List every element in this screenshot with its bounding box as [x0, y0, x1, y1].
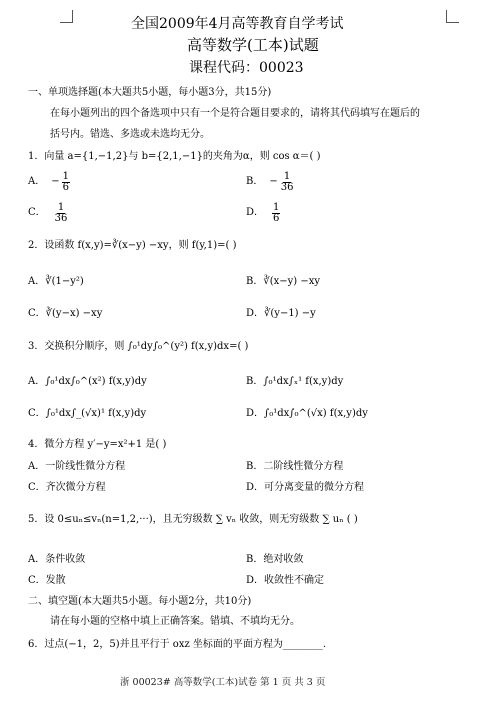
q1-a-num: 1	[62, 170, 69, 182]
q1-c-den: 36	[54, 212, 68, 224]
q3-stem: 3．交换积分顺序，则 ∫₀¹dy∫₀^(y²) f(x,y)dx=( )	[28, 341, 249, 352]
q2-option-a: A．∛(1−y²)	[28, 276, 84, 287]
q5-option-b: B．绝对收敛	[246, 554, 304, 565]
section1-instruction-1: 在每小题列出的四个备选项中只有一个是符合题目要求的，请将其代码填写在题后的	[50, 108, 420, 119]
q2-option-d: D．∛(y−1) −y	[246, 308, 316, 319]
q3-option-d: D．∫₀¹dx∫₀^(√x) f(x,y)dy	[246, 408, 368, 419]
q1-d-num: 1	[273, 201, 280, 213]
q4-option-d: D．可分离变量的微分方程	[246, 482, 365, 493]
q1-option-c-label: C．	[28, 207, 46, 218]
q1-b-den: 36	[280, 181, 294, 193]
q1-c-num: 1	[57, 201, 65, 213]
crop-mark-top-left	[60, 10, 73, 23]
q1-option-b-label: B．	[246, 176, 264, 187]
q1-option-d	[246, 199, 280, 227]
q1-option-c	[28, 199, 68, 227]
subject-title: 高等数学(工本)试题	[187, 36, 319, 54]
course-code: 课程代码：00023	[189, 60, 304, 76]
section1-heading: 一、单项选择题(本大题共5小题，每小题3分，共15分)	[28, 87, 272, 98]
q1-option-a-label: A．	[28, 176, 46, 187]
section2-instruction: 请在每小题的空格中填上正确答案。错填、不填均无分。	[50, 616, 300, 627]
section2-heading: 二、填空题(本大题共5小题。每小题2分，共10分)	[28, 596, 252, 607]
q4-option-b: B．二阶线性微分方程	[246, 461, 344, 472]
q2-stem: 2．设函数 f(x,y)=∛(x−y) −xy，则 f(y,1)=( )	[28, 240, 237, 251]
q1-b-num: 1	[283, 170, 291, 182]
q2-option-b: B．∛(x−y) −xy	[246, 276, 321, 287]
q5-option-a: A．条件收敛	[28, 554, 86, 565]
q5-option-d: D．收敛性不确定	[246, 575, 325, 586]
q5-option-c: C．发散	[28, 575, 66, 586]
q1-stem: 1．向量 a={1,−1,2}与 b={2,1,−1}的夹角为α，则 cos α＝( )	[28, 151, 321, 162]
q1-option-b	[246, 168, 294, 196]
q5-stem: 5．设 0≤uₙ≤vₙ(n=1,2,···)，且无穷级数 ∑ vₙ 收敛，则无穷级数 ∑ uₙ ( )	[28, 514, 358, 525]
q3-option-c: C．∫₀¹dx∫_(√x)¹ f(x,y)dy	[28, 408, 147, 419]
q4-option-c: C．齐次微分方程	[28, 482, 106, 493]
q1-option-d-fraction	[272, 203, 280, 224]
q4-stem: 4．微分方程 y′−y=x²+1 是( )	[28, 439, 167, 450]
q1-option-a	[28, 168, 70, 196]
q1-option-a-fraction	[62, 172, 70, 193]
q1-a-den: 6	[62, 181, 69, 193]
q1-option-b-fraction	[280, 172, 295, 193]
section1-instruction-2: 括号内。错选、多选或未选均无分。	[50, 129, 210, 140]
q3-option-b: B．∫₀¹dx∫ₓ¹ f(x,y)dy	[246, 376, 344, 387]
q1-option-d-label: D．	[246, 207, 265, 218]
q2-option-c: C．∛(y−x) −xy	[28, 308, 103, 319]
exam-title: 全国2009年4月高等教育自学考试	[131, 16, 344, 32]
page-footer: 浙 00023# 高等数学(工本)试卷 第 1 页 共 3 页	[120, 677, 326, 688]
q1-d-den: 6	[273, 212, 280, 224]
q1-option-b-sign: −	[269, 176, 278, 187]
crop-mark-top-right	[446, 10, 459, 23]
q6-stem: 6．过点(−1，2，5)并且平行于 oxz 坐标面的平面方程为________.	[28, 639, 327, 650]
q4-option-a: A．一阶线性微分方程	[28, 461, 126, 472]
q1-option-a-sign: −	[51, 176, 60, 187]
q1-option-c-fraction	[54, 203, 69, 224]
q3-option-a: A．∫₀¹dx∫₀^(x²) f(x,y)dy	[28, 376, 147, 387]
